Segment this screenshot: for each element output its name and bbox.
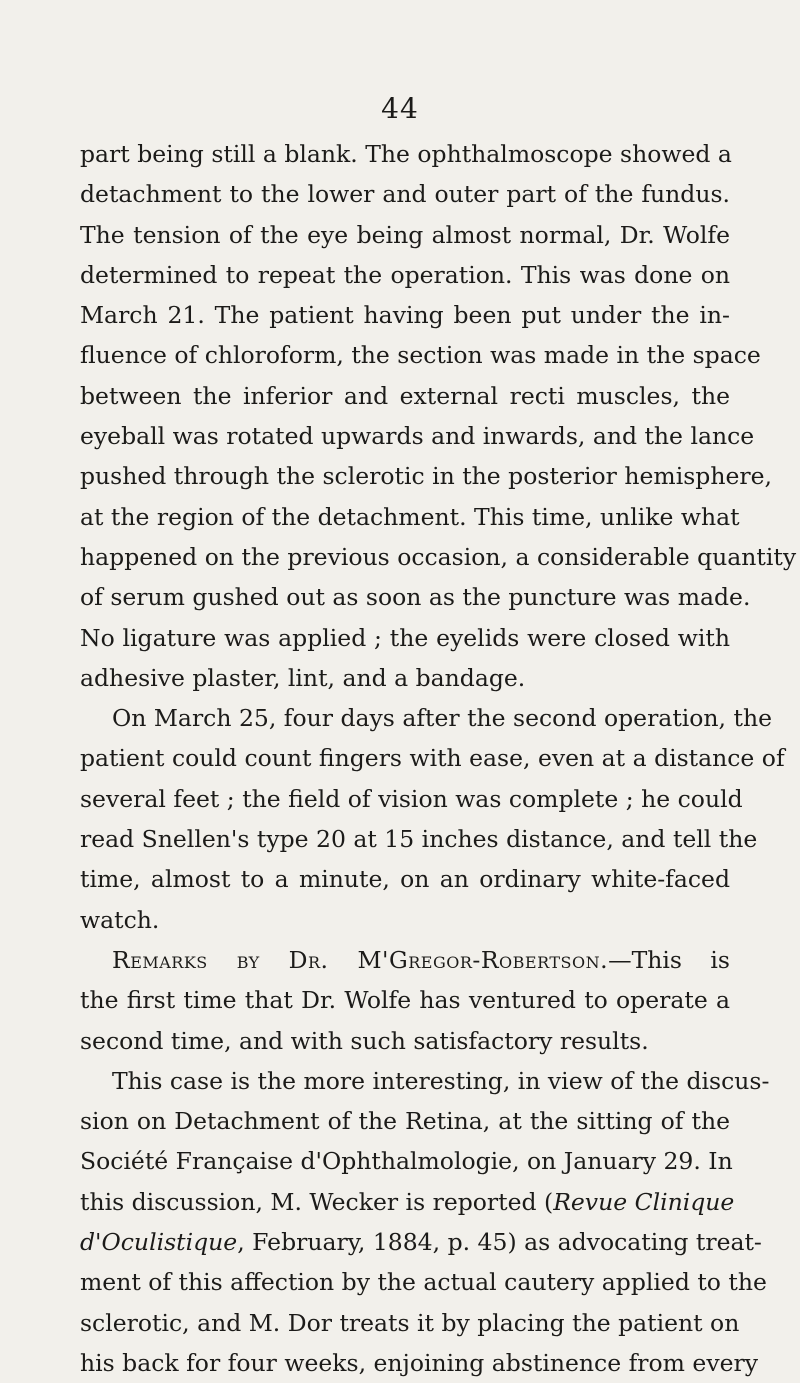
text-line: detachment to the lower and outer part of the fundus.	[80, 180, 730, 209]
remarks-heading-line	[80, 940, 730, 980]
journal-title: Revue Clinique	[553, 1187, 735, 1216]
text-line: sion on Detachment of the Retina, at the sitting of the	[80, 1107, 730, 1136]
text-line: second time, and with such satisfactory results.	[80, 1026, 649, 1055]
text-line: at the region of the detachment. This time, unlike what	[80, 502, 740, 531]
text-line: adhesive plaster, lint, and a bandage.	[80, 663, 526, 692]
text-line: On March 25, four days after the second operation, the	[112, 704, 772, 733]
text-line: Société Française d'Ophthalmologie, on January 29. In	[80, 1147, 733, 1176]
text-line: of serum gushed out as soon as the puncture was made.	[80, 583, 751, 612]
body-text	[80, 134, 797, 1383]
text-line: watch.	[80, 905, 160, 934]
text-line: sclerotic, and M. Dor treats it by placing the patient on	[80, 1308, 740, 1337]
text-line: the first time that Dr. Wolfe has ventured to operate a	[80, 986, 730, 1015]
text-line: March 21. The patient having been put under the in-	[80, 301, 730, 330]
journal-title: d'Oculistique	[80, 1228, 238, 1257]
text-line: patient could count fingers with ease, even at a distance of	[80, 744, 785, 773]
text-line: pushed through the sclerotic in the posterior hemisphere,	[80, 462, 772, 491]
text-line: several feet ; the field of vision was complete ; he could	[80, 784, 743, 813]
remarks-heading: Remarks by Dr. M'Gregor-Robertson.	[112, 945, 609, 974]
text-line: between the inferior and external recti muscles, the	[80, 381, 730, 410]
text-run: , February, 1884, p. 45) as advocating treat-	[237, 1228, 762, 1257]
page-number: 44	[381, 92, 419, 125]
text-line: time, almost to a minute, on an ordinary white-faced	[80, 865, 730, 894]
text-line: ment of this affection by the actual cautery applied to the	[80, 1268, 767, 1297]
text-line: read Snellen's type 20 at 15 inches distance, and tell the	[80, 825, 758, 854]
text-line: fluence of chloroform, the section was made in the space	[80, 341, 761, 370]
text-run: this discussion, M. Wecker is reported (	[80, 1187, 554, 1216]
text-line: determined to repeat the operation. This was done on	[80, 260, 730, 289]
text-line: The tension of the eye being almost normal, Dr. Wolfe	[80, 220, 730, 249]
text-line: eyeball was rotated upwards and inwards, and the lance	[80, 422, 755, 451]
text-line: part being still a blank. The ophthalmoscope showed a	[80, 140, 732, 168]
text-line: This case is the more interesting, in view of the discus-	[112, 1066, 770, 1095]
text-line: No ligature was applied ; the eyelids were closed with	[80, 623, 730, 652]
text-run: —This is	[608, 945, 730, 974]
citation-line	[80, 1182, 735, 1222]
citation-line	[80, 1222, 762, 1262]
text-line: his back for four weeks, enjoining abstinence from every	[80, 1348, 759, 1377]
text-line: happened on the previous occasion, a considerable quantity	[80, 542, 797, 571]
